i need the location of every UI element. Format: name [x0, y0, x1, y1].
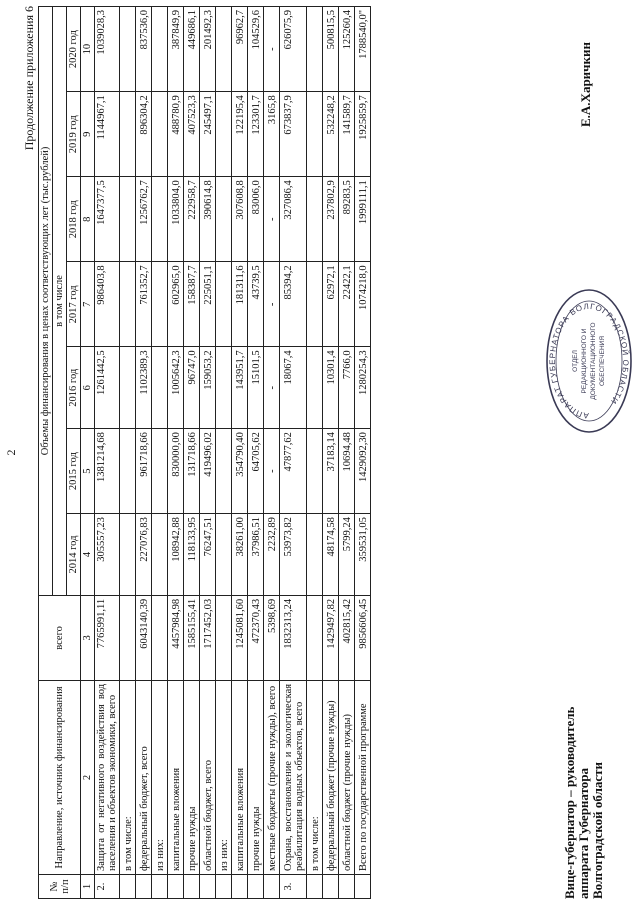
row-value: 602965,0 — [168, 262, 184, 347]
row-label: Охрана, восстановление и экологическая реабилитация водных объектов, всего — [280, 680, 307, 874]
table-row — [136, 7, 152, 899]
row-value: 1788540,0" — [355, 7, 371, 92]
row-number — [168, 875, 184, 899]
row-label: в том числе: — [120, 680, 136, 874]
row-value: 85394,2 — [280, 262, 307, 347]
row-value: - — [264, 347, 280, 429]
row-label: из них: — [216, 680, 232, 874]
table-row — [248, 7, 264, 899]
row-label: федеральный бюджет (прочие нужды) — [323, 680, 339, 874]
table-row — [339, 7, 355, 899]
signature-position-line: Волгоградской области — [590, 761, 605, 899]
col-number: 7 — [81, 262, 95, 347]
table-body — [95, 7, 371, 899]
row-value — [216, 347, 232, 429]
row-value: 402815,42 — [339, 595, 355, 680]
row-value: 407523,3 — [184, 92, 200, 177]
col-number: 1 — [81, 875, 95, 899]
row-value: 104529,6 — [248, 7, 264, 92]
row-value: 141589,7 — [339, 92, 355, 177]
row-value — [307, 92, 323, 177]
row-value: 626075,9 — [280, 7, 307, 92]
row-value: 222958,7 — [184, 177, 200, 262]
row-value: 48174,58 — [323, 514, 339, 596]
row-value: 96962,7 — [232, 7, 248, 92]
col-number: 3 — [81, 595, 95, 680]
row-value: 89283,5 — [339, 177, 355, 262]
signature-position-line: аппарата Губернатора — [576, 767, 591, 899]
stamp-graphic — [545, 287, 633, 435]
row-value: 1832313,24 — [280, 595, 307, 680]
row-value — [120, 7, 136, 92]
row-number — [264, 875, 280, 899]
row-value: 1717452,03 — [200, 595, 216, 680]
page-number: 2 — [4, 449, 18, 456]
row-value — [307, 7, 323, 92]
row-value — [120, 595, 136, 680]
row-value: 1429497,82 — [323, 595, 339, 680]
row-number — [200, 875, 216, 899]
row-number: 3. — [280, 875, 307, 899]
row-value: 5799,24 — [339, 514, 355, 596]
header-volumes: Объемы финансирования в ценах соответствующих лет (тыс.рублей) — [39, 7, 53, 596]
row-value: 7766,0 — [339, 347, 355, 429]
row-label: капитальные вложения — [232, 680, 248, 874]
row-value: 143951,7 — [232, 347, 248, 429]
row-value: 359531,05 — [355, 514, 371, 596]
row-value: 131718,66 — [184, 429, 200, 514]
row-value: 1280254,3 — [355, 347, 371, 429]
row-value: 307608,8 — [232, 177, 248, 262]
row-value: 118133,95 — [184, 514, 200, 596]
row-value: 76247,51 — [200, 514, 216, 596]
row-value: 227076,83 — [136, 514, 152, 596]
col-number: 8 — [81, 177, 95, 262]
row-value: 390614,8 — [200, 177, 216, 262]
row-value: 237802,9 — [323, 177, 339, 262]
row-value: 1033804,0 — [168, 177, 184, 262]
col-number: 6 — [81, 347, 95, 429]
table-row — [200, 7, 216, 899]
row-value — [216, 92, 232, 177]
row-label: капитальные вложения — [168, 680, 184, 874]
row-value: - — [264, 177, 280, 262]
row-value: 5398,69 — [264, 595, 280, 680]
row-number — [184, 875, 200, 899]
table-row — [184, 7, 200, 899]
col-number: 4 — [81, 514, 95, 596]
row-value: 201492,3 — [200, 7, 216, 92]
row-number — [307, 875, 323, 899]
row-number — [323, 875, 339, 899]
header-in-that-number: в том числе — [53, 7, 67, 596]
row-value: 83006,0 — [248, 177, 264, 262]
row-value: 1005642,3 — [168, 347, 184, 429]
header-total: всего — [39, 595, 81, 680]
row-label: областной бюджет (прочие нужды) — [339, 680, 355, 874]
row-value — [120, 429, 136, 514]
row-value: 1245081,60 — [232, 595, 248, 680]
row-value: 245497,1 — [200, 92, 216, 177]
row-value: 2232,89 — [264, 514, 280, 596]
row-value: - — [264, 7, 280, 92]
row-value — [216, 262, 232, 347]
row-value: 1074218,0 — [355, 262, 371, 347]
row-number — [355, 875, 371, 899]
row-value: 1585155,41 — [184, 595, 200, 680]
col-number: 2 — [81, 680, 95, 874]
appendix-note: Продолжение приложения 6 — [22, 6, 36, 151]
row-value — [216, 514, 232, 596]
row-value: 37986,51 — [248, 514, 264, 596]
row-value: 761352,7 — [136, 262, 152, 347]
row-value: - — [264, 429, 280, 514]
row-value: 488780,9 — [168, 92, 184, 177]
table-row — [216, 7, 232, 899]
official-stamp — [545, 287, 633, 435]
row-label: Защита от негативного воздействия вод населения и объектов экономики, всего — [95, 680, 120, 874]
row-label: областной бюджет, всего — [200, 680, 216, 874]
row-value: 123301,7 — [248, 92, 264, 177]
row-value: 3165,8 — [264, 92, 280, 177]
row-value: 64705,62 — [248, 429, 264, 514]
row-value — [120, 514, 136, 596]
row-value: 354790,40 — [232, 429, 248, 514]
row-value: 122195,4 — [232, 92, 248, 177]
row-value: 449686,1 — [184, 7, 200, 92]
signature-name: Е.А.Харичкин — [578, 42, 593, 127]
table-row — [168, 7, 184, 899]
row-value — [307, 177, 323, 262]
row-number: 2. — [95, 875, 120, 899]
row-value — [216, 429, 232, 514]
row-value — [152, 92, 168, 177]
table-row — [280, 7, 307, 899]
row-value: 305557,23 — [95, 514, 120, 596]
table-row — [264, 7, 280, 899]
row-value: 181311,6 — [232, 262, 248, 347]
row-value: 472370,43 — [248, 595, 264, 680]
row-value — [307, 514, 323, 596]
row-value: 18067,4 — [280, 347, 307, 429]
row-value — [216, 177, 232, 262]
col-number: 9 — [81, 92, 95, 177]
row-value — [152, 514, 168, 596]
row-label: федеральный бюджет, всего — [136, 680, 152, 874]
row-value — [307, 595, 323, 680]
row-value — [307, 429, 323, 514]
header-num: № п/п — [39, 875, 81, 899]
row-value: 419496,02 — [200, 429, 216, 514]
table-row — [232, 7, 248, 899]
row-label: из них: — [152, 680, 168, 874]
row-value: 159053,2 — [200, 347, 216, 429]
row-value: 986403,8 — [95, 262, 120, 347]
stamp-inner-line: ОБЕСПЕЧЕНИЯ — [599, 335, 606, 387]
row-number — [152, 875, 168, 899]
row-label: Всего по государственной программе — [355, 680, 371, 874]
table-row — [120, 7, 136, 899]
row-value: 4457984,98 — [168, 595, 184, 680]
stamp-inner-line: ДОКУМЕНТАЦИОННОГО — [590, 322, 597, 400]
row-value: 1925859,7 — [355, 92, 371, 177]
row-value: 1429092,30 — [355, 429, 371, 514]
header-year: 2017 год — [67, 262, 81, 347]
header-direction: Направление, источник финансирования — [39, 680, 81, 874]
header-year: 2016 год — [67, 347, 81, 429]
row-value: 1102389,3 — [136, 347, 152, 429]
financing-table — [38, 6, 371, 899]
row-value: 22422,1 — [339, 262, 355, 347]
row-value: 43739,5 — [248, 262, 264, 347]
row-value: 96747,0 — [184, 347, 200, 429]
row-value — [307, 262, 323, 347]
row-value: 961718,66 — [136, 429, 152, 514]
row-value: 532248,2 — [323, 92, 339, 177]
row-value: 9856606,45 — [355, 595, 371, 680]
row-value — [120, 92, 136, 177]
row-value: 1999111,1 — [355, 177, 371, 262]
row-value — [152, 262, 168, 347]
stamp-outer-text: АППАРАТ ГУБЕРНАТОРА ВОЛГОГРАДСКОЙ ОБЛАСТИ — [547, 301, 631, 421]
row-value: 10694,48 — [339, 429, 355, 514]
row-value: 1647377,5 — [95, 177, 120, 262]
row-value: 37183,14 — [323, 429, 339, 514]
row-value: 387849,9 — [168, 7, 184, 92]
row-value: 53973,82 — [280, 514, 307, 596]
row-value: 1256762,7 — [136, 177, 152, 262]
row-number — [248, 875, 264, 899]
row-value — [120, 347, 136, 429]
row-value: 896304,2 — [136, 92, 152, 177]
row-value: 830000,00 — [168, 429, 184, 514]
row-label: местные бюджеты (прочие нужды), всего — [264, 680, 280, 874]
row-value: 225051,1 — [200, 262, 216, 347]
row-value: 108942,88 — [168, 514, 184, 596]
row-label: прочие нужды — [184, 680, 200, 874]
row-value: 38261,00 — [232, 514, 248, 596]
row-value: 327086,4 — [280, 177, 307, 262]
header-year: 2014 год — [67, 514, 81, 596]
row-value: 10301,4 — [323, 347, 339, 429]
row-value: 673837,9 — [280, 92, 307, 177]
row-value — [216, 595, 232, 680]
col-number: 10 — [81, 7, 95, 92]
row-value — [152, 429, 168, 514]
row-number — [136, 875, 152, 899]
row-label: в том числе: — [307, 680, 323, 874]
row-value: 158387,7 — [184, 262, 200, 347]
row-number — [216, 875, 232, 899]
table-row — [323, 7, 339, 899]
row-value: 1261442,5 — [95, 347, 120, 429]
row-value: 1144967,1 — [95, 92, 120, 177]
row-value: 125260,4 — [339, 7, 355, 92]
table-row — [355, 7, 371, 899]
row-number — [120, 875, 136, 899]
row-value: 1381214,68 — [95, 429, 120, 514]
row-number — [232, 875, 248, 899]
row-value: 47877,62 — [280, 429, 307, 514]
row-value — [152, 7, 168, 92]
row-value: 6043140,39 — [136, 595, 152, 680]
row-value: 500815,5 — [323, 7, 339, 92]
row-number — [339, 875, 355, 899]
row-value — [307, 347, 323, 429]
stamp-inner-line: ОТДЕЛ — [572, 350, 579, 372]
stamp-inner-line: РЕДАКЦИОННОГО И — [581, 328, 588, 394]
row-label: прочие нужды — [248, 680, 264, 874]
col-number: 5 — [81, 429, 95, 514]
table-row — [152, 7, 168, 899]
row-value: 15101,5 — [248, 347, 264, 429]
row-value — [216, 7, 232, 92]
row-value — [120, 177, 136, 262]
row-value: 1039028,3 — [95, 7, 120, 92]
row-value — [152, 347, 168, 429]
row-value: 837536,0 — [136, 7, 152, 92]
row-value — [152, 177, 168, 262]
table-row — [95, 7, 120, 899]
row-value: 7765991,11 — [95, 595, 120, 680]
header-year: 2020 год — [67, 7, 81, 92]
signature-block — [563, 707, 605, 899]
header-year: 2018 год — [67, 177, 81, 262]
row-value: - — [264, 262, 280, 347]
row-value: 62972,1 — [323, 262, 339, 347]
signature-position-line: Вице-губернатор – руководитель — [562, 706, 577, 899]
header-year: 2015 год — [67, 429, 81, 514]
row-value — [152, 595, 168, 680]
header-year: 2019 год — [67, 92, 81, 177]
table-row — [307, 7, 323, 899]
row-value — [120, 262, 136, 347]
